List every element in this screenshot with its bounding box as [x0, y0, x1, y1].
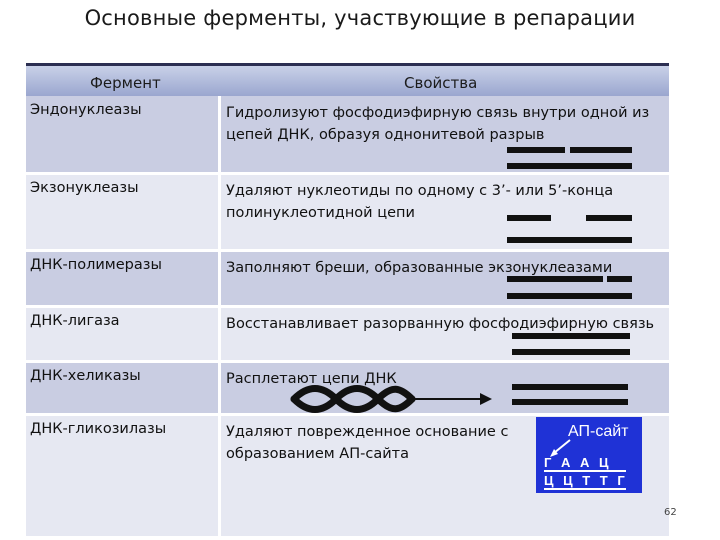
enzyme-property: Расплетают цепи ДНК	[226, 371, 397, 387]
dna-strand-fragment	[570, 147, 632, 153]
enzyme-property: Восстанавливает разорванную фосфодиэфирную связь	[226, 316, 655, 332]
dna-strand-fragment	[507, 147, 565, 153]
page-number: 62	[664, 507, 677, 518]
dna-strand	[512, 349, 630, 355]
table-header	[26, 63, 669, 96]
header-enzyme: Фермент	[90, 74, 161, 92]
slide-title: Основные ферменты, участвующие в репарации	[84, 6, 636, 30]
enzyme-table	[26, 63, 669, 536]
enzyme-name: Эндонуклеазы	[30, 102, 142, 118]
row-divider	[26, 249, 669, 252]
dna-strand	[507, 237, 632, 243]
ap-site-label: АП-сайт	[568, 423, 629, 440]
strand-line	[544, 488, 626, 490]
strand-line	[544, 470, 626, 472]
dna-strand-fragment	[507, 215, 551, 221]
enzyme-name: ДНК-лигаза	[30, 313, 120, 329]
ap-top-strand: Г А А Ц	[544, 455, 612, 470]
enzyme-property: Удаляют поврежденное основание с образованием АП-сайта	[226, 424, 509, 462]
twisted-dna-arrow-icon	[288, 381, 498, 417]
ap-bottom-strand: Ц Ц Т Т Г	[544, 473, 628, 488]
header-properties: Свойства	[404, 74, 478, 92]
enzyme-property: Заполняют бреши, образованные экзонуклеазами	[226, 260, 613, 276]
enzyme-name: ДНК-полимеразы	[30, 257, 162, 273]
dna-strand-fragment	[586, 215, 632, 221]
dna-strand-fragment	[507, 276, 603, 282]
enzyme-name: ДНК-гликозилазы	[30, 421, 167, 437]
dna-strand	[507, 293, 632, 299]
dna-strand	[512, 333, 630, 339]
row-divider	[26, 305, 669, 308]
row-divider	[26, 172, 669, 175]
enzyme-property: Удаляют нуклеотиды по одному с 3’- или 5’-конца полинуклеотидной цепи	[226, 183, 614, 221]
dna-strand	[507, 163, 632, 169]
enzyme-name: Экзонуклеазы	[30, 180, 139, 196]
ap-site-diagram	[536, 417, 642, 493]
dna-strand	[512, 384, 628, 390]
column-divider	[218, 96, 221, 536]
enzyme-property: Гидролизуют фосфодиэфирную связь внутри одной из цепей ДНК, образуя однонитевой разрыв	[226, 105, 650, 143]
dna-strand	[512, 399, 628, 405]
dna-strand-fragment	[607, 276, 632, 282]
row-divider	[26, 360, 669, 363]
enzyme-name: ДНК-хеликазы	[30, 368, 141, 384]
